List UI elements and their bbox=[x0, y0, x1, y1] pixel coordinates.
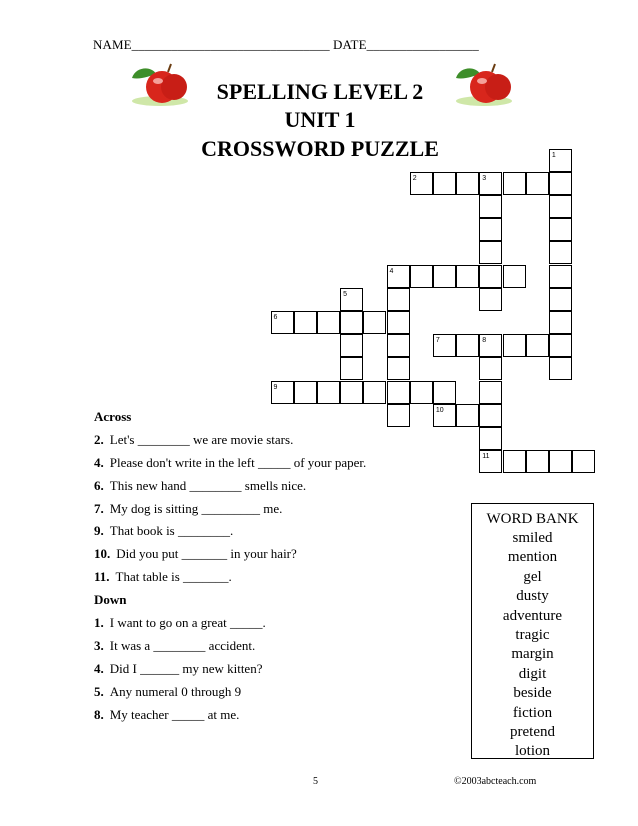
word-bank-word: lotion bbox=[514, 743, 550, 760]
word-bank-word: mention bbox=[507, 549, 558, 566]
crossword-cell[interactable] bbox=[294, 381, 317, 404]
crossword-cell[interactable] bbox=[410, 381, 433, 404]
crossword-cell[interactable] bbox=[433, 172, 456, 195]
word-bank-word: gel bbox=[523, 568, 542, 585]
clue-number-label: 6 bbox=[273, 313, 278, 321]
crossword-cell[interactable] bbox=[410, 265, 433, 288]
crossword-cell[interactable] bbox=[387, 288, 410, 311]
page-number: 5 bbox=[313, 776, 318, 787]
word-bank-word: digit bbox=[518, 665, 547, 682]
clue-number: 8. bbox=[94, 706, 104, 722]
copyright: ©2003abcteach.com bbox=[454, 776, 537, 787]
clue-number: 9. bbox=[94, 523, 104, 539]
clue-text: That table is _______. bbox=[115, 569, 232, 585]
crossword-cell[interactable] bbox=[549, 334, 572, 357]
clue-number-label: 1 bbox=[551, 151, 556, 159]
crossword-cell[interactable] bbox=[549, 172, 572, 195]
crossword-cell[interactable] bbox=[479, 357, 502, 380]
clue-down bbox=[94, 704, 366, 727]
crossword-cell[interactable] bbox=[503, 265, 526, 288]
clue-number: 10. bbox=[94, 546, 111, 562]
clue-number: 4. bbox=[94, 660, 104, 676]
crossword-cell[interactable] bbox=[340, 357, 363, 380]
clue-number: 3. bbox=[94, 637, 104, 653]
clue-across bbox=[94, 498, 366, 521]
down-heading: Down bbox=[94, 592, 127, 608]
crossword-cell[interactable] bbox=[503, 450, 526, 473]
crossword-cell[interactable] bbox=[456, 404, 479, 427]
clue-number: 5. bbox=[94, 683, 104, 699]
clue-text: That book is ________. bbox=[109, 523, 234, 539]
crossword-cell[interactable] bbox=[340, 311, 363, 334]
clue-text: My teacher _____ at me. bbox=[109, 706, 240, 722]
crossword-cell[interactable] bbox=[549, 450, 572, 473]
crossword-cell[interactable] bbox=[503, 172, 526, 195]
crossword-cell[interactable] bbox=[479, 381, 502, 404]
crossword-cell[interactable] bbox=[526, 450, 549, 473]
clue-across bbox=[94, 452, 366, 475]
crossword-cell[interactable] bbox=[549, 311, 572, 334]
crossword-cell[interactable] bbox=[363, 381, 386, 404]
clue-down bbox=[94, 658, 366, 681]
crossword-cell[interactable] bbox=[340, 334, 363, 357]
clue-across bbox=[94, 566, 366, 589]
crossword-cell[interactable] bbox=[479, 288, 502, 311]
clue-number-label: 4 bbox=[389, 267, 394, 275]
clue-number-label: 10 bbox=[435, 406, 444, 414]
word-bank bbox=[471, 503, 594, 759]
word-bank-word: smiled bbox=[512, 530, 553, 546]
word-bank-word: beside bbox=[513, 685, 552, 702]
clue-text: This new hand ________ smells nice. bbox=[109, 477, 307, 493]
crossword-cell[interactable] bbox=[479, 195, 502, 218]
clue-text: My dog is sitting _________ me. bbox=[109, 500, 283, 516]
clue-number-label: 7 bbox=[435, 337, 440, 345]
word-bank-word: dusty bbox=[516, 588, 549, 605]
clue-down bbox=[94, 681, 366, 704]
crossword-cell[interactable] bbox=[363, 311, 386, 334]
clue-text: Did I ______ my new kitten? bbox=[109, 660, 263, 676]
clue-number: 7. bbox=[94, 500, 104, 516]
clue-text: Any numeral 0 through 9 bbox=[109, 683, 242, 699]
crossword-cell[interactable] bbox=[387, 334, 410, 357]
clue-number-label: 11 bbox=[482, 453, 490, 461]
crossword-cell[interactable] bbox=[503, 334, 526, 357]
name-date-line: NAME______________________________ DATE_________________ bbox=[93, 37, 479, 52]
clue-down bbox=[94, 635, 366, 658]
puzzle-title: CROSSWORD PUZZLE bbox=[201, 136, 439, 161]
crossword-cell[interactable] bbox=[479, 404, 502, 427]
crossword-cell[interactable] bbox=[456, 334, 479, 357]
crossword-cell[interactable] bbox=[387, 381, 410, 404]
crossword-cell[interactable] bbox=[387, 357, 410, 380]
crossword-cell[interactable] bbox=[526, 172, 549, 195]
clue-text: I want to go on a great _____. bbox=[109, 615, 266, 631]
clue-number: 4. bbox=[94, 454, 104, 470]
clue-text: Let's ________ we are movie stars. bbox=[109, 431, 294, 447]
crossword-cell[interactable] bbox=[456, 172, 479, 195]
clue-number-label: 8 bbox=[482, 337, 487, 345]
crossword-cell[interactable] bbox=[456, 265, 479, 288]
crossword-cell[interactable] bbox=[479, 427, 502, 450]
crossword-cell[interactable] bbox=[387, 311, 410, 334]
crossword-cell[interactable] bbox=[479, 265, 502, 288]
clue-across bbox=[94, 475, 366, 498]
word-bank-word: adventure bbox=[502, 607, 563, 624]
crossword-cell[interactable] bbox=[433, 265, 456, 288]
clue-number-label: 9 bbox=[273, 383, 278, 391]
clue-number-label: 2 bbox=[412, 174, 417, 182]
clue-number-label: 5 bbox=[343, 290, 347, 298]
crossword-cell[interactable] bbox=[526, 334, 549, 357]
crossword-cell[interactable] bbox=[317, 381, 340, 404]
crossword-cell[interactable] bbox=[433, 381, 456, 404]
crossword-cell[interactable] bbox=[549, 288, 572, 311]
clue-number: 2. bbox=[94, 431, 104, 447]
clue-across bbox=[94, 543, 366, 566]
crossword-cell[interactable] bbox=[549, 357, 572, 380]
crossword-cell[interactable] bbox=[294, 311, 317, 334]
word-bank-word: pretend bbox=[510, 724, 555, 741]
crossword-cell[interactable] bbox=[479, 218, 502, 241]
crossword-cell[interactable] bbox=[572, 450, 595, 473]
crossword-cell[interactable] bbox=[479, 241, 502, 264]
crossword-cell[interactable] bbox=[340, 381, 363, 404]
page-title: SPELLING LEVEL 2 bbox=[216, 79, 424, 104]
clue-text: Did you put _______ in your hair? bbox=[116, 546, 297, 562]
clue-text: It was a ________ accident. bbox=[109, 637, 256, 653]
crossword-cell[interactable] bbox=[317, 311, 340, 334]
clue-down bbox=[94, 612, 366, 635]
across-heading: Across bbox=[94, 409, 132, 424]
clue-number-label: 3 bbox=[482, 174, 487, 182]
unit-title: UNIT 1 bbox=[284, 107, 356, 132]
word-bank-word: tragic bbox=[515, 627, 550, 644]
crossword-cell[interactable] bbox=[549, 195, 572, 218]
crossword-cell[interactable] bbox=[387, 404, 410, 427]
clue-across bbox=[94, 429, 366, 452]
clue-text: Please don't write in the left _____ of your paper. bbox=[109, 454, 367, 470]
clue-number: 1. bbox=[94, 615, 104, 631]
clue-across bbox=[94, 520, 366, 543]
clues-list bbox=[94, 406, 366, 726]
word-bank-word: margin bbox=[511, 646, 554, 663]
clue-number: 11. bbox=[94, 569, 110, 585]
word-bank-word: fiction bbox=[512, 704, 553, 721]
crossword-cell[interactable] bbox=[549, 241, 572, 264]
clue-number: 6. bbox=[94, 477, 104, 493]
crossword-cell[interactable] bbox=[549, 265, 572, 288]
crossword-cell[interactable] bbox=[549, 218, 572, 241]
word-bank-title: WORD BANK bbox=[486, 511, 579, 527]
